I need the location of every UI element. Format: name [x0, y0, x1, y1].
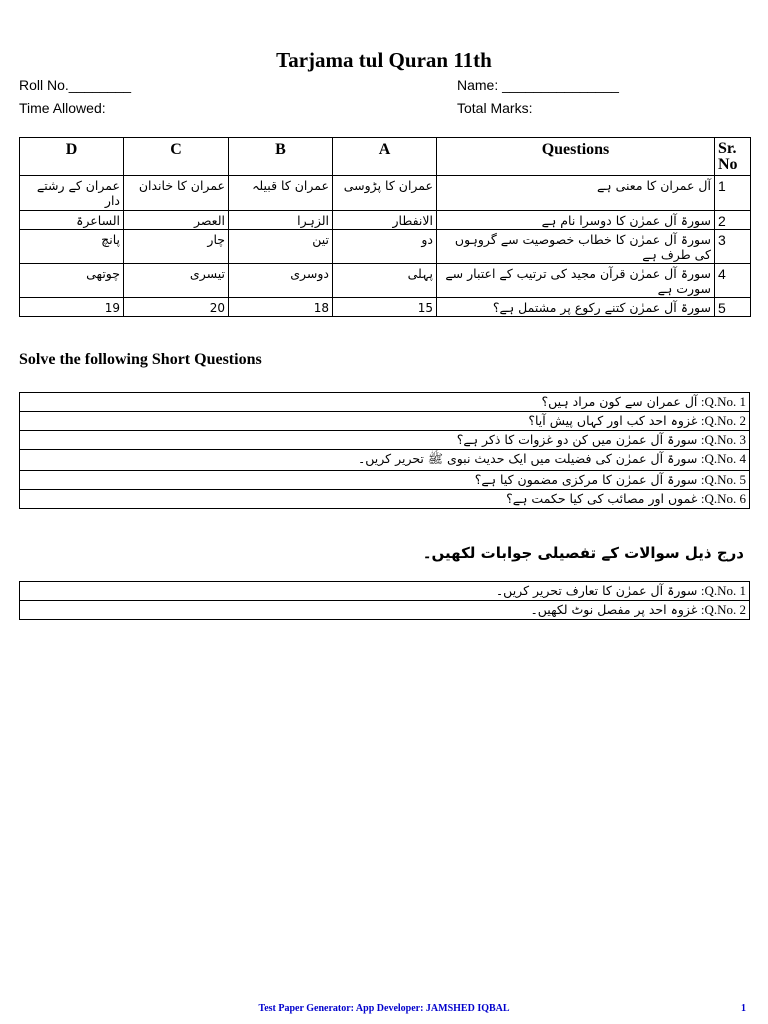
- question-number: :Q.No. 1: [700, 394, 746, 409]
- question-text: غموں اور مصائب کی کیا حکمت ہے؟: [506, 491, 698, 506]
- roll-no-label: Roll No.________: [19, 77, 132, 93]
- option-d: 19: [20, 298, 124, 317]
- col-header-d: D: [20, 138, 124, 176]
- col-header-c: C: [124, 138, 229, 176]
- question-number: :Q.No. 3: [700, 432, 746, 447]
- question-text: سورۃ آل عمرٰن میں کن دو غزوات کا ذکر ہے؟: [456, 432, 698, 447]
- question-text: غزوہ احد پر مفصل نوٹ لکھیں۔: [530, 602, 698, 617]
- question-text: آل عمران سے کون مراد ہیں؟: [541, 394, 698, 409]
- option-d: عمران کے رشتے دار: [20, 176, 124, 211]
- option-a: 15: [333, 298, 437, 317]
- col-header-a: A: [333, 138, 437, 176]
- short-question-row: [20, 393, 750, 412]
- short-questions-table: [19, 392, 750, 509]
- serial-number: 5: [715, 298, 751, 317]
- option-c: چار: [124, 230, 229, 264]
- question-text: سورۃ آل عمرٰن کتنے رکوع پر مشتمل ہے؟: [437, 298, 715, 317]
- mcq-row: [20, 264, 751, 298]
- long-questions-heading: درج ذیل سوالات کے تفصیلی جوابات لکھیں۔: [422, 544, 744, 562]
- option-c: عمران کا خاندان: [124, 176, 229, 211]
- col-header-b: B: [229, 138, 333, 176]
- long-questions-table: [19, 581, 750, 620]
- question-number: :Q.No. 6: [700, 491, 746, 506]
- option-b: تین: [229, 230, 333, 264]
- col-header-sr-no: Sr. No: [715, 138, 751, 176]
- option-b: الزہرا: [229, 211, 333, 230]
- question-number: :Q.No. 2: [700, 602, 746, 617]
- option-d: الساعرۃ: [20, 211, 124, 230]
- serial-number: 4: [715, 264, 751, 298]
- option-a: دو: [333, 230, 437, 264]
- serial-number: 1: [715, 176, 751, 211]
- option-b: 18: [229, 298, 333, 317]
- option-c: 20: [124, 298, 229, 317]
- option-c: تیسری: [124, 264, 229, 298]
- option-d: چوتھی: [20, 264, 124, 298]
- option-a: الانفطار: [333, 211, 437, 230]
- mcq-row: [20, 298, 751, 317]
- mcq-table: [19, 137, 751, 317]
- option-c: العصر: [124, 211, 229, 230]
- serial-number: 2: [715, 211, 751, 230]
- question-text: سورۃ آل عمرٰن کا خطاب خصوصیت سے گروہوں کی طرف ہے: [437, 230, 715, 264]
- short-question-row: [20, 490, 750, 509]
- mcq-row: [20, 211, 751, 230]
- long-question-row: [20, 601, 750, 620]
- short-question-row: [20, 471, 750, 490]
- time-allowed-label: Time Allowed:: [19, 100, 106, 116]
- question-text: سورۃ آل عمرٰن کا مرکزی مضمون کیا ہے؟: [474, 472, 698, 487]
- mcq-row: [20, 230, 751, 264]
- short-question-row: [20, 450, 750, 471]
- col-header-questions: Questions: [437, 138, 715, 176]
- total-marks-label: Total Marks:: [457, 100, 533, 116]
- question-number: :Q.No. 4: [700, 451, 746, 466]
- option-b: عمران کا قبیلہ: [229, 176, 333, 211]
- page-number: 1: [741, 1003, 746, 1014]
- question-number: :Q.No. 5: [700, 472, 746, 487]
- option-d: پانچ: [20, 230, 124, 264]
- question-text: سورۃ آل عمرٰن کی فضیلت میں ایک حدیث نبوی ﷺ تحریر کریں۔: [357, 451, 698, 466]
- question-number: :Q.No. 1: [700, 583, 746, 598]
- paper-title: Tarjama tul Quran 11th: [276, 48, 492, 72]
- option-b: دوسری: [229, 264, 333, 298]
- question-text: سورۃ آل عمرٰن قرآن مجید کی ترتیب کے اعتبار سے سورت ہے: [437, 264, 715, 298]
- short-question-row: [20, 412, 750, 431]
- serial-number: 3: [715, 230, 751, 264]
- question-text: غزوہ احد کب اور کہاں پیش آیا؟: [528, 413, 698, 428]
- footer-credit: Test Paper Generator: App Developer: JAMSHED IQBAL: [258, 1003, 510, 1014]
- short-question-row: [20, 431, 750, 450]
- question-number: :Q.No. 2: [700, 413, 746, 428]
- name-label: Name: _______________: [457, 77, 619, 93]
- long-question-row: [20, 582, 750, 601]
- question-text: سورۃ آل عمرٰن کا دوسرا نام ہے: [437, 211, 715, 230]
- short-questions-heading: Solve the following Short Questions: [19, 351, 262, 368]
- option-a: پہلی: [333, 264, 437, 298]
- mcq-row: [20, 176, 751, 211]
- mcq-header-row: [20, 138, 751, 176]
- question-text: سورۃ آل عمرٰن کا تعارف تحریر کریں۔: [495, 583, 698, 598]
- question-text: آل عمران کا معنی ہے: [437, 176, 715, 211]
- option-a: عمران کا پڑوسی: [333, 176, 437, 211]
